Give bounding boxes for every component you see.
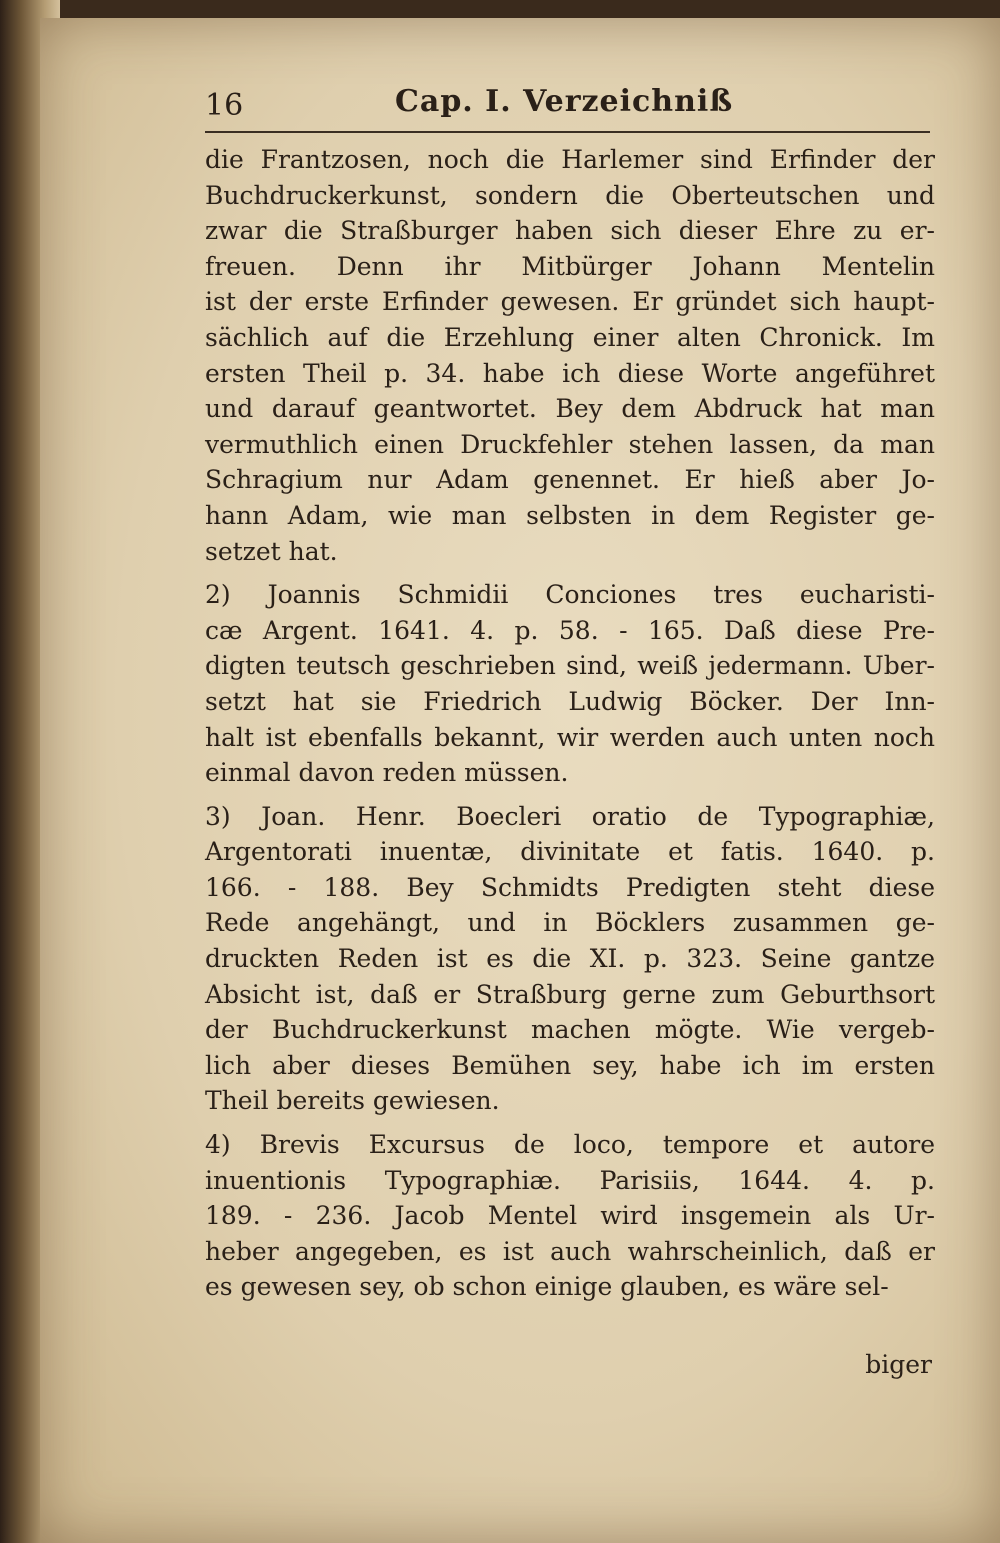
text-line: 2) Joannis Schmidii Conciones tres eucharisti-: [205, 580, 935, 610]
text-line: zwar die Straßburger haben sich dieser Ehre zu er-: [205, 216, 935, 246]
text-line: lich aber dieses Bemühen sey, habe ich im ersten: [205, 1050, 935, 1080]
text-line: 4) Brevis Excursus de loco, tempore et autore: [205, 1130, 935, 1160]
page-header: [205, 80, 930, 130]
text-line: Absicht ist, daß er Straßburg gerne zum Geburthsort: [205, 979, 935, 1009]
text-line: inuentionis Typographiæ. Parisiis, 1644. 4. p.: [205, 1165, 935, 1195]
text-line: 166. - 188. Bey Schmidts Predigten steht diese: [205, 872, 935, 902]
text-line: heber angegeben, es ist auch wahrscheinlich, daß er: [205, 1236, 935, 1266]
text-line: 3) Joan. Henr. Boecleri oratio de Typographiæ,: [205, 801, 935, 831]
text-line: die Frantzosen, noch die Harlemer sind Erfinder der: [205, 145, 935, 174]
text-line: vermuthlich einen Druckfehler stehen lassen, da man: [205, 429, 935, 459]
paragraph: [205, 1127, 935, 1305]
paragraph: [205, 142, 935, 569]
text-line: Rede angehängt, und in Böcklers zusammen ge-: [205, 908, 935, 938]
text-line: hann Adam, wie man selbsten in dem Register ge-: [205, 500, 935, 530]
text-line: ist der erste Erfinder gewesen. Er gründet sich haupt-: [205, 287, 935, 317]
paragraph-gap: [205, 1119, 935, 1127]
text-line: 189. - 236. Jacob Mentel wird insgemein als Ur-: [205, 1201, 935, 1231]
text-line: Argentorati inuentæ, divinitate et fatis. 1640. p.: [205, 837, 935, 867]
text-line: sächlich auf die Erzehlung einer alten Chronick. Im: [205, 322, 935, 352]
text-line: freuen. Denn ihr Mitbürger Johann Mentelin: [205, 251, 935, 281]
running-head: Cap. I. Verzeichniß: [395, 84, 734, 119]
text-line: und darauf geantwortet. Bey dem Abdruck hat man: [205, 394, 935, 424]
text-line: setzt hat sie Friedrich Ludwig Böcker. Der Inn-: [205, 686, 935, 716]
text-line: digten teutsch geschrieben sind, weiß jedermann. Uber-: [205, 651, 935, 681]
body-text: [205, 142, 935, 1305]
header-rule: [205, 131, 930, 133]
text-line: ersten Theil p. 34. habe ich diese Worte angeführet: [205, 358, 935, 388]
text-line: Schragium nur Adam genennet. Er hieß aber Jo-: [205, 465, 935, 495]
catchword: biger: [865, 1350, 932, 1379]
text-line: einmal davon reden müssen.: [205, 758, 569, 788]
paragraph-gap: [205, 569, 935, 577]
text-line: setzet hat.: [205, 536, 338, 566]
page-number: 16: [205, 88, 244, 123]
text-line: cæ Argent. 1641. 4. p. 58. - 165. Daß diese Pre-: [205, 615, 935, 645]
paragraph-gap: [205, 791, 935, 799]
text-line: Buchdruckerkunst, sondern die Oberteutschen und: [205, 180, 935, 210]
text-line: halt ist ebenfalls bekannt, wir werden auch unten noch: [205, 722, 935, 752]
text-line: der Buchdruckerkunst machen mögte. Wie vergeb-: [205, 1015, 935, 1045]
text-line: Theil bereits gewiesen.: [205, 1086, 500, 1116]
paragraph: [205, 577, 935, 791]
paragraph: [205, 799, 935, 1119]
text-line: druckten Reden ist es die XI. p. 323. Seine gantze: [205, 944, 935, 974]
text-line: es gewesen sey, ob schon einige glauben, es wäre sel-: [205, 1272, 889, 1302]
